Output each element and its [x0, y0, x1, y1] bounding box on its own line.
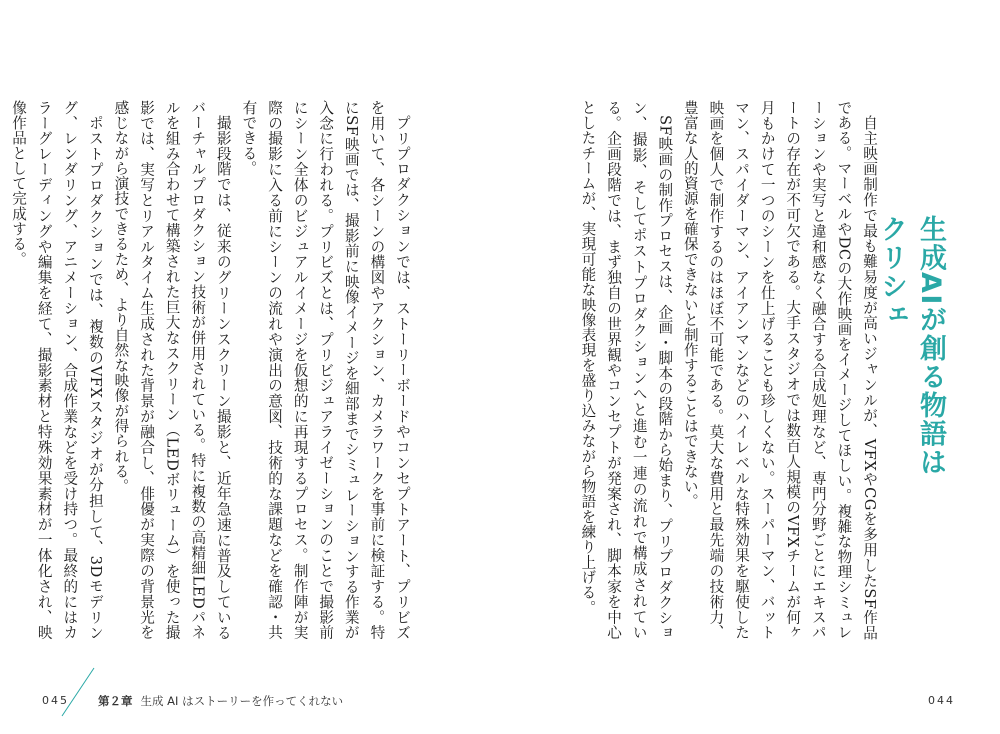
right-paragraph-1: 自主映画制作で最も難易度が高いジャンルが、VFXやCGを多用したSF作品である。マーベルやDCの大作映画をイメージしてほしい。複雑な物理シミュレーションや実写と違和感なく融合する合成処理など、専門分野ごとにエキスパートの存在が不可欠である。大手スタジオでは数百人規模のVFXチームが何ヶ月もかけて一つのシーンを仕上げることも珍しくない。スーパーマン、バットマン、スパイダーマン、アイアンマンなどのハイレベルな特殊効果を駆使した映画を個人で制作するのはほぼ不可能である。莫大な費用と最先端の技術力、豊富な人的資源を確保できないと制作することはできない。: [681, 100, 878, 640]
right-paragraph-2: SF映画の制作プロセスは、企画・脚本の段階から始まり、プリプロダクション、撮影、そしてポストプロダクションへと進む一連の流れで構成されている。企画段階では、まず独自の世界観やコンセプトが発案され、脚本家を中心としたチームが、実現可能な映像表現を盛り込みながら物語を練り上げる。: [579, 100, 674, 640]
running-head: [98, 693, 343, 709]
left-page-number: 045: [42, 694, 69, 707]
left-page-body: [6, 100, 416, 640]
footer-slash-decoration: [60, 666, 96, 718]
chapter-title: 生成 AI はストーリーを作ってくれない: [140, 694, 344, 708]
right-page-body: [575, 100, 882, 640]
left-paragraph-3: ポストプロダクションでは、複数のVFXスタジオが分担して、3Dモデリング、レンダリング、アニメーション、合成作業などを受け持つ。最終的にはカラーグレーディングや編集を経て、撮影素材と特殊効果素材が一体化され、映像作品として完成する。: [10, 100, 104, 640]
section-heading: 生成AIが創る物語はクリシェ: [876, 215, 946, 477]
left-paragraph-1: プリプロダクションでは、ストーリーボードやコンセプトアート、プリビズを用いて、各シーンの構図やアクション、カメラワークを事前に検証する。特にSF映画では、撮影前に映像イメージを細部までシミュレーションする作業が入念に行われる。プリビズとは、プリビジュアライゼーションのことで撮影前にシーン全体のビジュアルイメージを仮想的に再現するプロセス。制作陣が実際の撮影に入る前にシーンの流れや演出の意図、技術的な課題などを確認・共有できる。: [240, 100, 411, 640]
left-paragraph-2: 撮影段階では、従来のグリーンスクリーン撮影と、近年急速に普及しているバーチャルプロダクション技術が併用されている。特に複数の高精細LEDパネルを組み合わせて構築された巨大なスクリーン（LEDボリューム）を使った撮影では、実写とリアルタイム生成された背景が融合し、俳優が実際の背景光を感じながら演技できるため、より自然な映像が得られる。: [112, 100, 232, 640]
right-page-number: 044: [928, 694, 955, 707]
chapter-number: 第２章: [98, 694, 133, 708]
